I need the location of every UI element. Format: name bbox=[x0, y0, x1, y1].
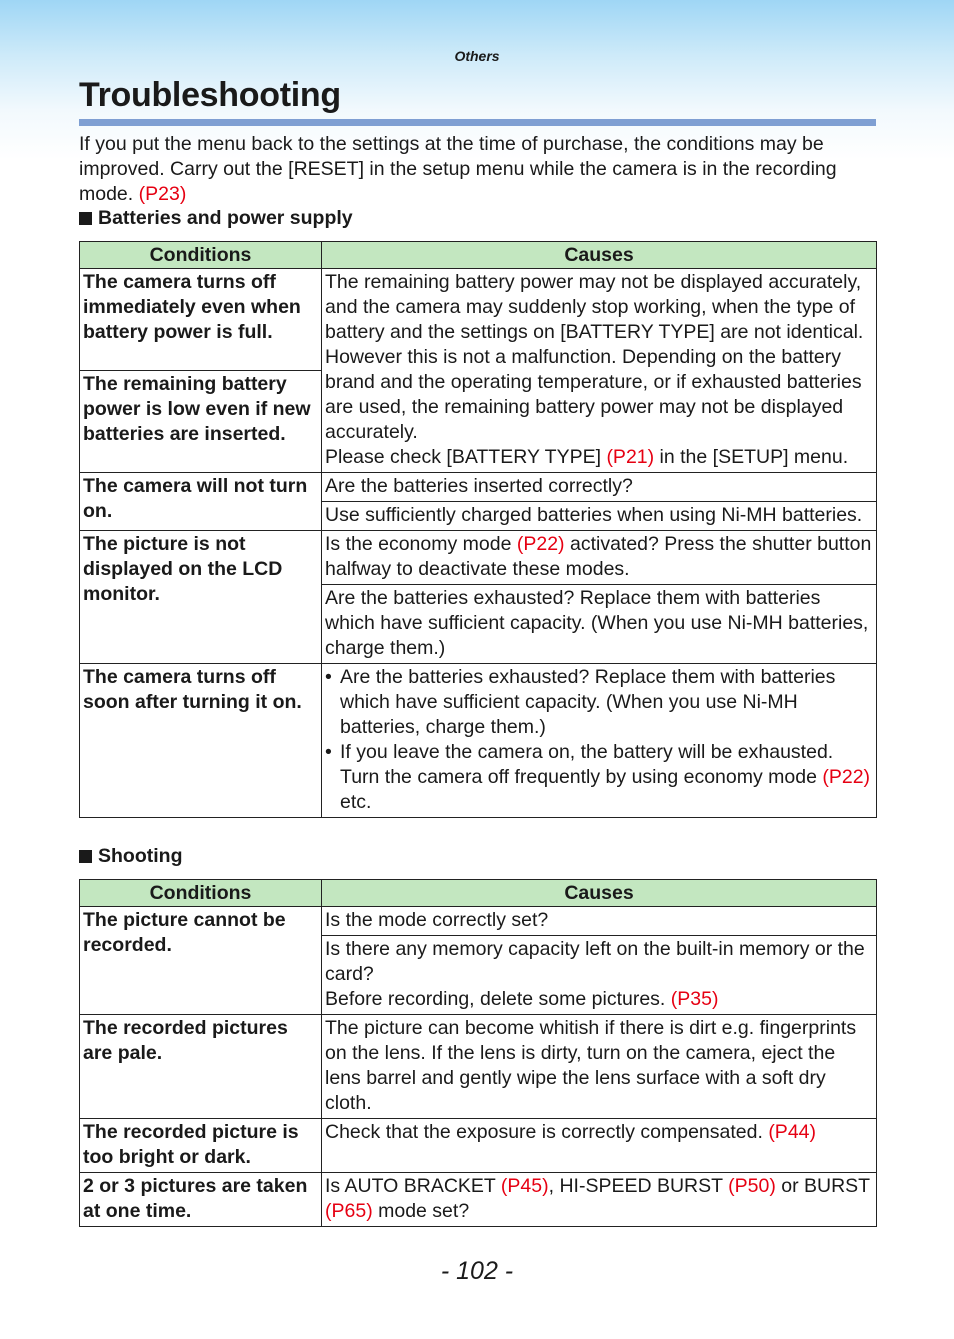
square-bullet-icon bbox=[79, 850, 92, 863]
page-ref-link[interactable]: (P45) bbox=[500, 1175, 549, 1197]
section-label: Others bbox=[454, 48, 500, 64]
list-item: • Are the batteries exhausted? Replace them with batteries which have sufficient capacity. (When you use Ni-MH batteries, charge them.) bbox=[325, 665, 873, 740]
cause-cell bbox=[322, 664, 877, 818]
table-row bbox=[80, 1015, 877, 1119]
cause-cell: Are the batteries inserted correctly? bbox=[322, 473, 877, 502]
cause-cell bbox=[322, 1119, 877, 1173]
cause-text: If you leave the camera on, the battery will be exhausted. Turn the camera off frequently by using economy mode bbox=[340, 741, 834, 788]
page-title: Troubleshooting bbox=[79, 76, 341, 114]
cause-text: The remaining battery power may not be displayed accurately, and the camera may suddenly stop working, when the type of battery and the settings on [BATTERY TYPE] are not identical. However this is not a malfunction. Depending on the battery brand and the operating temperature, or if exhausted batteries are used, the remaining battery power may not be displayed accurately. bbox=[325, 271, 864, 443]
condition-cell: The camera turns off immediately even when battery power is full. bbox=[80, 269, 322, 371]
table-row bbox=[80, 1119, 877, 1173]
column-header-conditions: Conditions bbox=[80, 242, 322, 269]
cause-text: Check that the exposure is correctly compensated. bbox=[325, 1121, 763, 1143]
column-header-causes: Causes bbox=[322, 242, 877, 269]
page-ref-link[interactable]: (P44) bbox=[768, 1121, 816, 1143]
cause-text: Please check [BATTERY TYPE] bbox=[325, 446, 602, 468]
cause-cell bbox=[322, 1173, 877, 1227]
page-ref-link[interactable]: (P65) bbox=[325, 1200, 373, 1222]
batteries-table bbox=[79, 241, 877, 818]
page-number: - 102 - bbox=[440, 1257, 514, 1285]
condition-cell: The recorded picture is too bright or dark. bbox=[80, 1119, 322, 1173]
page-ref-link[interactable]: (P35) bbox=[670, 988, 719, 1010]
cause-text: Is the economy mode bbox=[325, 533, 512, 555]
list-item bbox=[325, 740, 873, 815]
title-rule bbox=[79, 119, 876, 126]
table-row bbox=[80, 664, 877, 818]
cause-text: etc. bbox=[340, 791, 372, 813]
condition-cell: The recorded pictures are pale. bbox=[80, 1015, 322, 1119]
table-header-row bbox=[80, 242, 877, 269]
column-header-causes: Causes bbox=[322, 880, 877, 907]
page-ref-link[interactable]: (P21) bbox=[606, 446, 655, 468]
page-ref-link[interactable]: (P23) bbox=[138, 183, 187, 205]
cause-text: , HI-SPEED BURST bbox=[548, 1175, 723, 1197]
column-header-conditions: Conditions bbox=[80, 880, 322, 907]
condition-cell: The camera will not turn on. bbox=[80, 473, 322, 531]
shooting-heading bbox=[79, 845, 182, 868]
condition-cell: 2 or 3 pictures are taken at one time. bbox=[80, 1173, 322, 1227]
bullet-list bbox=[325, 665, 873, 815]
batteries-heading-label: Batteries and power supply bbox=[98, 207, 353, 229]
cause-cell: The picture can become whitish if there is dirt e.g. fingerprints on the lens. If the lens is dirty, turn on the camera, eject the lens barrel and gently wipe the lens surface with a soft dry cloth. bbox=[322, 1015, 877, 1119]
cause-cell bbox=[322, 936, 877, 1015]
table-row bbox=[80, 269, 877, 371]
table-row bbox=[80, 473, 877, 502]
cause-text: activated? Press the shutter button halfway to deactivate these modes. bbox=[325, 533, 872, 580]
cause-cell: Use sufficiently charged batteries when using Ni-MH batteries. bbox=[322, 502, 877, 531]
cause-text: mode set? bbox=[378, 1200, 470, 1222]
condition-cell: The picture cannot be recorded. bbox=[80, 907, 322, 1015]
cause-text: Is there any memory capacity left on the built-in memory or the card? bbox=[325, 938, 865, 985]
cause-text: Is AUTO BRACKET bbox=[325, 1175, 496, 1197]
cause-cell bbox=[322, 269, 877, 473]
shooting-heading-label: Shooting bbox=[98, 845, 183, 867]
cause-cell bbox=[322, 531, 877, 585]
cause-text: or BURST bbox=[781, 1175, 870, 1197]
square-bullet-icon bbox=[79, 212, 92, 225]
table-header-row bbox=[80, 880, 877, 907]
intro-paragraph bbox=[79, 132, 879, 207]
condition-cell: The camera turns off soon after turning it on. bbox=[80, 664, 322, 818]
table-row bbox=[80, 531, 877, 585]
cause-text: Before recording, delete some pictures. bbox=[325, 988, 666, 1010]
batteries-heading bbox=[79, 207, 353, 230]
table-row bbox=[80, 1173, 877, 1227]
table-row bbox=[80, 907, 877, 936]
page-ref-link[interactable]: (P50) bbox=[728, 1175, 776, 1197]
page-ref-link[interactable]: (P22) bbox=[822, 766, 871, 788]
intro-text: If you put the menu back to the settings at the time of purchase, the conditions may be improved. Carry out the [RESET] in the setup menu while the camera is in the recording mode. bbox=[79, 133, 837, 205]
page-ref-link[interactable]: (P22) bbox=[516, 533, 565, 555]
cause-cell: Is the mode correctly set? bbox=[322, 907, 877, 936]
condition-cell: The remaining battery power is low even if new batteries are inserted. bbox=[80, 371, 322, 473]
cause-text: in the [SETUP] menu. bbox=[659, 446, 849, 468]
shooting-table bbox=[79, 879, 877, 1227]
condition-cell: The picture is not displayed on the LCD monitor. bbox=[80, 531, 322, 664]
cause-cell: Are the batteries exhausted? Replace them with batteries which have sufficient capacity. (When you use Ni-MH batteries, charge them.) bbox=[322, 585, 877, 664]
